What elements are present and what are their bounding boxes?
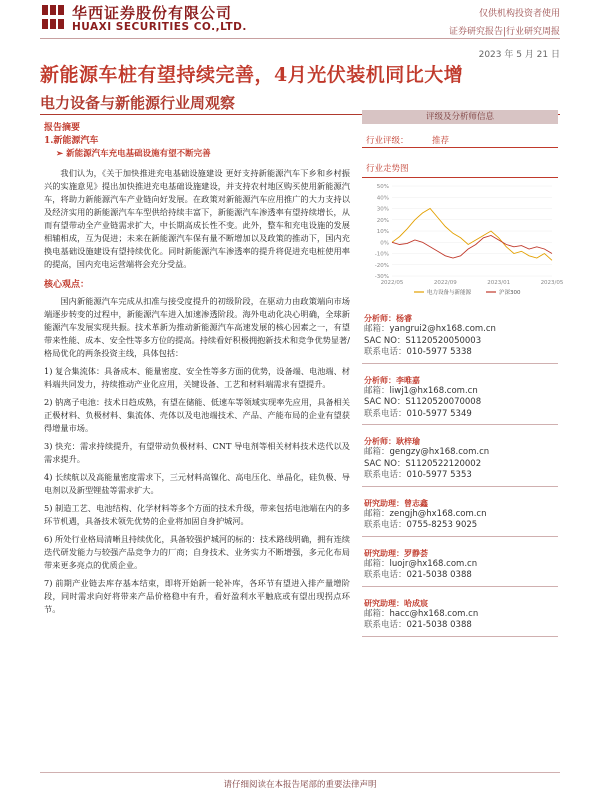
section-heading: 1.新能源汽车 — [44, 136, 99, 146]
list-item: 6) 所处行业格局清晰且持续优化，具备较强护城河的标的：技术路线明确，拥有连续迭代研发能力与较强产品竞争力的厂商；自身技术、业务实力不断增强，多元化布局带来更多亮点的优质企业。 — [44, 534, 350, 570]
sub-title: 电力设备与新能源行业周观察 — [40, 94, 236, 112]
analyst-email: 邮箱：yangrui2@hx168.com.cn — [364, 324, 496, 334]
rating-section-bar: 评级及分析师信息 — [362, 110, 558, 124]
tagline: 仅供机构投资者使用 — [478, 9, 560, 19]
document-type: 证券研究报告|行业研究周报 — [448, 27, 560, 37]
analyst-name: 分析师：杨睿 — [364, 313, 412, 323]
y-tick-label: 50% — [376, 184, 389, 190]
analyst-card — [362, 433, 558, 487]
analyst-phone: 联系电话：010-5977 5353 — [364, 470, 472, 480]
analyst-sac: SAC NO：S1120520050003 — [364, 335, 482, 346]
analyst-phone: 联系电话：0755-8253 9025 — [364, 520, 478, 530]
analyst-sac: SAC NO：S1120522120002 — [364, 458, 482, 469]
analyst-name: 研究助理：哈成宸 — [364, 597, 428, 608]
analyst-name: 分析师：李唯嘉 — [364, 374, 420, 385]
company-name-en: HUAXI SECURITIES CO.,LTD. — [72, 21, 247, 33]
header-divider — [40, 38, 560, 39]
y-tick-label: 30% — [376, 206, 389, 213]
legend-label: 电力设备与新能源 — [427, 290, 472, 296]
analyst-card — [362, 310, 558, 364]
summary-heading: 报告摘要 — [44, 123, 81, 133]
list-item: 1) 复合集流体：具备成本、能量密度、安全性等多方面的优势，设备端、电池端、材料端共同发力，持续推动产业化应用，关键设备、工艺和材料端需求有望提升。 — [44, 366, 350, 389]
report-body — [44, 122, 350, 616]
list-item: 4) 长续航以及高能量密度需求下，三元材料高镍化、高电压化、单晶化，硅负极、导电剂以及新型锂盐等需求扩大。 — [44, 472, 350, 495]
main-title: 新能源车桩有望持续完善，4月光伏装机同比大增 — [40, 64, 464, 86]
trend-chart-label: 行业走势图 — [362, 162, 558, 178]
analyst-sac: SAC NO：S1120520070008 — [364, 397, 482, 407]
x-tick-label: 2022/05 — [380, 280, 404, 286]
x-tick-label: 2023/05 — [540, 280, 564, 286]
list-item: 7) 前期产业链去库存基本结束，即将开始新一轮补库，各环节有望进入排产量增阶段，同时需求向好将带来产品价格稳中有升，看好盈利水平触底或有望出现拐点环节。 — [44, 578, 350, 614]
analyst-name: 分析师：耿梓瑜 — [364, 436, 420, 446]
legend-label: 沪深300 — [499, 290, 521, 296]
analyst-phone: 联系电话：010-5977 5349 — [364, 408, 472, 419]
analyst-phone: 联系电话：021-5038 0388 — [364, 570, 472, 580]
y-tick-label: 40% — [376, 195, 389, 202]
list-item: 5) 制造工艺、电池结构、化学材料等多个方面的技术升级，带来包括电池端在内的多环节机遇，具备技术领先优势的企业将加固自身护城河。 — [44, 503, 350, 526]
analyst-card — [362, 495, 558, 537]
x-tick-label: 2023/01 — [487, 280, 511, 286]
legal-notice-footer: 请仔细阅读在本报告尾部的重要法律声明 — [223, 780, 377, 790]
rating-value: 推荐 — [432, 136, 450, 146]
page-header — [0, 0, 600, 40]
list-item: 2) 钠离子电池：技术日趋成熟，有望在储能、低速车等领域实现率先应用，具备相关正极材料、负极材料、集流体、壳体以及电池端技术、产品、产能布局的企业有望获得增量市场。 — [44, 397, 350, 433]
analyst-card — [362, 595, 558, 637]
report-date: 2023 年 5 月 21 日 — [478, 50, 560, 60]
series-line — [392, 209, 552, 261]
trend-chart — [362, 180, 564, 298]
list-item: 3) 快充：需求持续提升，有望带动负极材料、CNT 导电剂等相关材料技术迭代以及需求提升。 — [44, 441, 350, 464]
core-view-heading: 核心观点： — [44, 280, 90, 290]
huaxi-logo-icon — [40, 3, 66, 31]
analyst-list — [362, 310, 558, 637]
analyst-name: 研究助理：罗静荟 — [364, 547, 428, 558]
x-tick-label: 2022/09 — [433, 280, 457, 286]
analyst-card — [362, 372, 558, 426]
y-tick-label: -20% — [374, 262, 389, 269]
company-name-cn: 华西证券股份有限公司 — [72, 4, 233, 22]
sidebar — [362, 110, 564, 637]
y-tick-label: 0% — [380, 240, 389, 247]
analyst-email: 邮箱：zengjh@hx168.com.cn — [364, 508, 487, 519]
y-tick-label: -30% — [374, 274, 389, 280]
y-tick-label: 10% — [376, 229, 389, 235]
analyst-phone: 联系电话：021-5038 0388 — [364, 620, 472, 630]
industry-rating — [362, 132, 558, 148]
analyst-phone: 联系电话：010-5977 5338 — [364, 347, 472, 357]
paragraph: 我们认为，《关于加快推进充电基础设施建设 更好支持新能源汽车下乡和乡村振兴的实施意见》提出加快推进充电基础设施建设，并支持农村地区购买使用新能源汽车，将助力新能源汽车产业链向好发展。在政策对新能源汽车应用推广的大力支持以及经济实用的新能源汽车车型供给持续丰富下，新能源汽车渗透率有望持续增长，从而有望带动全产业链需求扩大，中长期高成长性不变。此外，整车和充电设施的发展相辅相成，互为促进；未来在新能源汽车保有量不断增加以及政策的推动下，国内充换电基础设施建设有望持续优化。同时新能源汽车渗透率的提升将促进充电桩使用率的提高，国内充电运营端将会充分受益。 — [44, 168, 350, 269]
rating-label: 行业评级： — [366, 136, 409, 146]
analyst-name: 研究助理：曾志鑫 — [364, 497, 428, 508]
analyst-email: 邮箱：luojr@hx168.com.cn — [364, 558, 478, 569]
analyst-email: 邮箱：liwj1@hx168.com.cn — [364, 385, 478, 396]
y-tick-label: 20% — [376, 217, 389, 224]
footer-divider — [40, 772, 560, 773]
series-line — [392, 236, 552, 259]
paragraph: 国内新能源汽车完成从扣准与接受度提升的初级阶段，在驱动力由政策端向市场端逐步转变的过程中，新能源汽车进入加速渗透阶段。海外电动化决心明确，全球新能源汽车发展实现共振。技术革新为推动新能源汽车高速发展的核心因素之一，有望带来性能、成本、安全性等多方位的提高。持续看好积极拥抱新技术和竞争优势显著/格局优化的两条投资主线，具体包括： — [44, 296, 350, 358]
analyst-email: 邮箱：gengzy@hx168.com.cn — [364, 447, 490, 457]
analyst-email: 邮箱：hacc@hx168.com.cn — [364, 608, 479, 619]
bullet-heading: ➢ 新能源汽车充电基础设施有望不断完善 — [56, 149, 211, 159]
analyst-card — [362, 545, 558, 587]
y-tick-label: -10% — [374, 251, 389, 258]
